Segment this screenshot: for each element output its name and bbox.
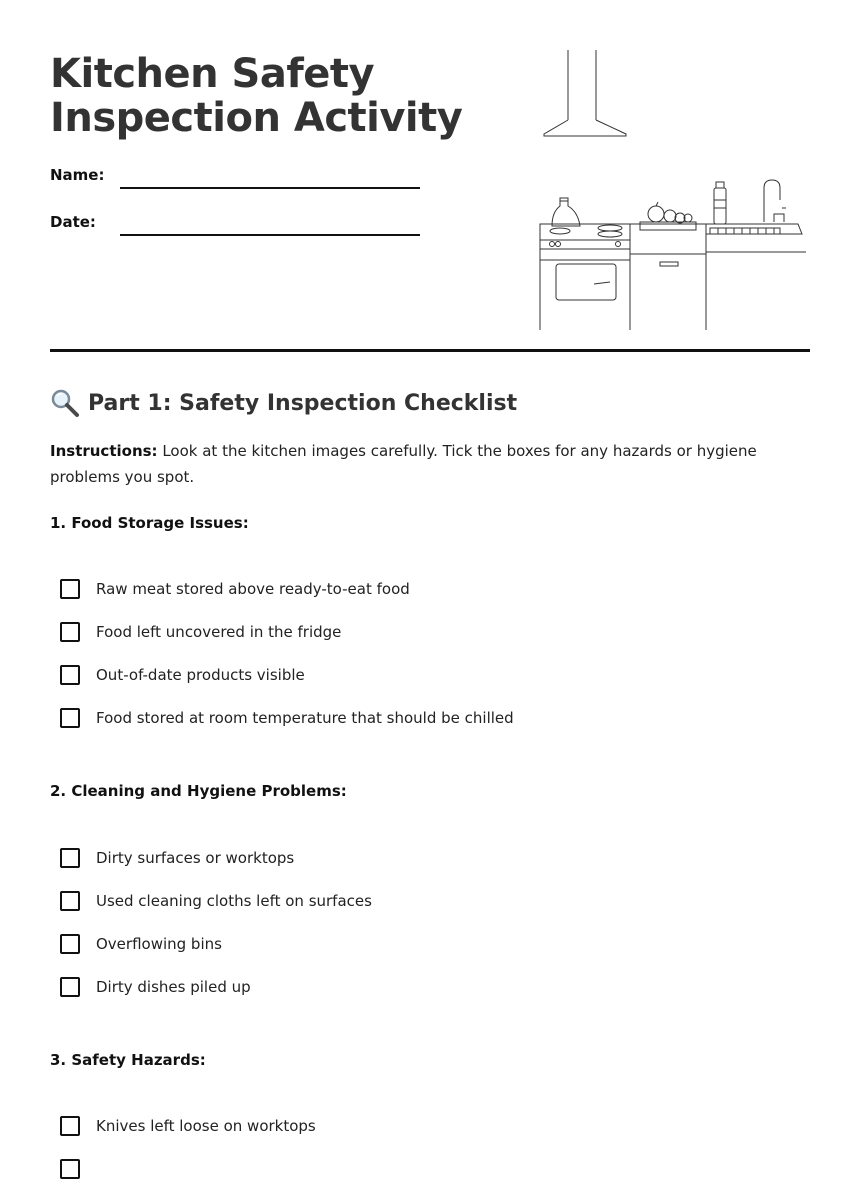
section-title [50,388,517,418]
title-line-1: Kitchen Safety [50,51,375,97]
checklist-item[interactable] [60,1113,316,1139]
checklist-item-label: Food stored at room temperature that should be chilled [96,709,514,727]
checklist-item-label: Dirty dishes piled up [96,978,251,996]
checkbox[interactable] [60,579,80,599]
checklist-item-label: Food left uncovered in the fridge [96,623,342,641]
tap-icon [764,180,786,222]
checkbox[interactable] [60,848,80,868]
checkbox[interactable] [60,977,80,997]
date-field[interactable] [120,234,420,236]
checklist-item-label: Out-of-date products visible [96,666,305,684]
vegetables-icon [640,202,696,230]
section-title-text: Part 1: Safety Inspection Checklist [88,390,518,416]
checkbox[interactable] [60,934,80,954]
checklist-item-label: Knives left loose on worktops [96,1117,316,1135]
title-line-2: Inspection Activity [50,95,463,141]
checklist-item[interactable] [60,576,410,602]
checklist-item[interactable] [60,888,372,914]
checklist-item[interactable] [60,662,305,688]
checklist-item[interactable] [60,974,251,1000]
checklist-item-label: Raw meat stored above ready-to-eat food [96,580,410,598]
header-divider [50,349,810,352]
extractor-hood-icon [544,50,626,136]
checklist-item[interactable] [60,845,294,871]
sink-icon [706,224,806,252]
checkbox[interactable] [60,891,80,911]
kettle-icon [552,198,580,226]
checkbox[interactable] [60,665,80,685]
checklist-item[interactable] [60,619,341,645]
stove-icon [540,224,630,330]
spray-bottle-icon [714,182,726,224]
group-title-food-storage: 1. Food Storage Issues: [50,514,249,532]
checklist-item[interactable] [60,931,222,957]
name-field[interactable] [120,187,420,189]
instructions-label: Instructions: [50,442,158,460]
instructions [50,438,810,490]
page-title [50,52,462,140]
instructions-text: Look at the kitchen images carefully. Tick the boxes for any hazards or hygiene problems you spot. [50,442,757,486]
kitchen-illustration [530,48,810,334]
group-title-cleaning-hygiene: 2. Cleaning and Hygiene Problems: [50,782,347,800]
date-label: Date: [50,213,96,231]
checkbox[interactable] [60,1159,80,1179]
checkbox[interactable] [60,708,80,728]
checkbox[interactable] [60,1116,80,1136]
checklist-item[interactable] [60,705,514,731]
name-label: Name: [50,166,105,184]
checklist-item-label: Dirty surfaces or worktops [96,849,295,867]
checklist-item-label: Used cleaning cloths left on surfaces [96,892,372,910]
checklist-item[interactable] [60,1156,96,1182]
checkbox[interactable] [60,622,80,642]
checklist-item-label: Overflowing bins [96,935,222,953]
magnifying-glass-icon [50,388,80,418]
group-title-safety-hazards: 3. Safety Hazards: [50,1051,206,1069]
cabinet-icon [630,224,706,330]
